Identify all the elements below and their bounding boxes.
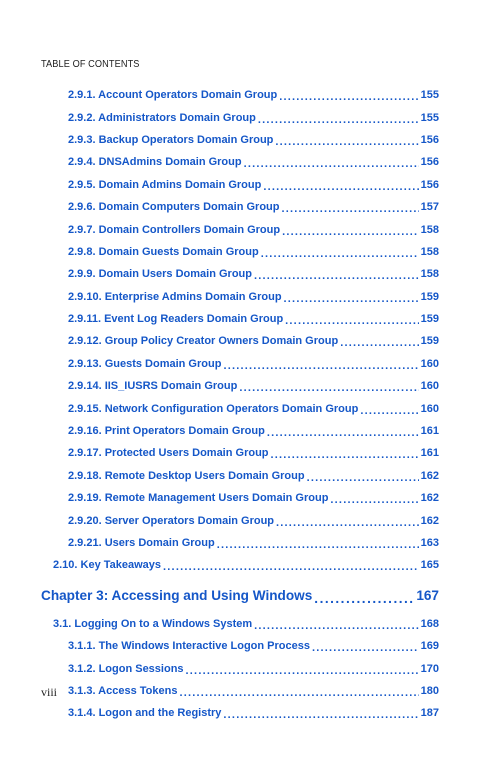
dot-leader: [239, 382, 418, 394]
toc-entry-title: 3.1.3. Access Tokens: [68, 684, 178, 697]
dot-leader: [360, 405, 418, 417]
toc-entry-title: 2.9.1. Account Operators Domain Group: [68, 89, 278, 102]
toc-entry-page: 160: [420, 402, 439, 415]
toc-entry-page: 157: [420, 201, 439, 214]
toc-entry-page: 160: [420, 357, 439, 370]
toc-entry-title: 2.9.13. Guests Domain Group: [68, 357, 222, 370]
toc-entry-page: 155: [420, 111, 439, 124]
toc-entry-page: 158: [420, 223, 439, 236]
dot-leader: [312, 642, 419, 654]
dot-leader: [284, 293, 419, 305]
toc-entry-page: 158: [420, 245, 439, 258]
dot-leader: [217, 539, 419, 551]
toc-entry-page: 156: [420, 133, 439, 146]
toc-entry-title: 2.9.3. Backup Operators Domain Group: [68, 133, 274, 146]
dot-leader: [163, 561, 419, 573]
toc-entry-page: 167: [416, 588, 439, 604]
toc-entry-page: 161: [420, 447, 439, 460]
toc-entry[interactable]: [0, 487, 500, 509]
toc-entry[interactable]: [0, 635, 500, 657]
toc-entry[interactable]: [0, 375, 500, 397]
toc-entry-title: 2.9.14. IIS_IUSRS Domain Group: [68, 380, 238, 393]
toc-entry[interactable]: [0, 106, 500, 128]
toc-entry-title: 2.9.6. Domain Computers Domain Group: [68, 201, 280, 214]
toc-entry[interactable]: [0, 84, 500, 106]
toc-entry-page: 169: [420, 640, 439, 653]
toc-entry[interactable]: [0, 151, 500, 173]
dot-leader: [263, 181, 418, 193]
toc-entry-title: 2.9.11. Event Log Readers Domain Group: [68, 313, 284, 326]
dot-leader: [267, 427, 419, 439]
toc-entry[interactable]: [0, 397, 500, 419]
toc-entry-title: 3.1.4. Logon and the Registry: [68, 707, 222, 720]
toc-entry-page: 162: [420, 492, 439, 505]
toc-entry[interactable]: [0, 465, 500, 487]
dot-leader: [279, 91, 418, 103]
toc-entry[interactable]: [0, 532, 500, 554]
dot-leader: [254, 270, 419, 282]
toc-entry-page: 170: [420, 662, 439, 675]
toc-entry-page: 159: [420, 290, 439, 303]
toc-entry-page: 165: [420, 559, 439, 572]
toc-entry-title: 2.9.2. Administrators Domain Group: [68, 111, 256, 124]
dot-leader: [223, 709, 418, 721]
toc-chapter-entry[interactable]: [0, 583, 500, 609]
toc-entry[interactable]: [0, 442, 500, 464]
dot-leader: [276, 517, 419, 529]
dot-leader: [330, 494, 418, 506]
toc-entry-title: 2.9.4. DNSAdmins Domain Group: [68, 156, 242, 169]
toc-entry[interactable]: [0, 241, 500, 263]
dot-leader: [186, 665, 419, 677]
dot-leader: [244, 158, 419, 170]
dot-leader: [223, 360, 418, 372]
toc-entry-title: 2.9.17. Protected Users Domain Group: [68, 447, 269, 460]
toc-entry-page: 160: [420, 380, 439, 393]
dot-leader: [179, 687, 418, 699]
toc-entry-page: 156: [420, 178, 439, 191]
toc-entry-page: 159: [420, 313, 439, 326]
toc-entry-title: Chapter 3: Accessing and Using Windows: [41, 588, 313, 604]
toc-entry-page: 159: [420, 335, 439, 348]
toc-entry-page: 180: [420, 684, 439, 697]
dot-leader: [261, 248, 419, 260]
toc-entry-page: 156: [420, 156, 439, 169]
page-number: viii: [41, 685, 58, 699]
toc-entry-page: 162: [420, 469, 439, 482]
dot-leader: [258, 114, 419, 126]
toc-entry-title: 2.9.15. Network Configuration Operators Domain Group: [68, 402, 359, 415]
table-of-contents: [0, 84, 500, 725]
toc-entry[interactable]: [0, 702, 500, 724]
dot-leader: [340, 337, 418, 349]
toc-entry[interactable]: [0, 218, 500, 240]
toc-entry[interactable]: [0, 308, 500, 330]
toc-entry-page: 168: [420, 617, 439, 630]
toc-entry[interactable]: [0, 196, 500, 218]
toc-entry[interactable]: [0, 174, 500, 196]
toc-entry-title: 2.9.12. Group Policy Creator Owners Domain Group: [68, 335, 339, 348]
toc-entry-page: 155: [420, 89, 439, 102]
toc-entry[interactable]: [0, 509, 500, 531]
toc-entry-title: 3.1.1. The Windows Interactive Logon Process: [68, 640, 310, 653]
dot-leader: [314, 593, 414, 605]
dot-leader: [254, 620, 419, 632]
toc-entry[interactable]: [0, 263, 500, 285]
toc-entry[interactable]: [0, 613, 500, 635]
toc-entry-title: 2.9.8. Domain Guests Domain Group: [68, 245, 259, 258]
toc-entry-title: 2.9.10. Enterprise Admins Domain Group: [68, 290, 282, 303]
toc-entry[interactable]: [0, 129, 500, 151]
dot-leader: [285, 315, 418, 327]
toc-entry[interactable]: [0, 330, 500, 352]
running-header: TABLE OF CONTENTS: [41, 59, 140, 70]
toc-entry[interactable]: [0, 554, 500, 576]
toc-entry-title: 2.9.7. Domain Controllers Domain Group: [68, 223, 281, 236]
toc-entry[interactable]: [0, 420, 500, 442]
toc-entry-page: 162: [420, 514, 439, 527]
dot-leader: [275, 136, 418, 148]
dot-leader: [307, 472, 419, 484]
toc-entry-title: 2.9.5. Domain Admins Domain Group: [68, 178, 262, 191]
toc-entry-title: 2.9.18. Remote Desktop Users Domain Group: [68, 469, 305, 482]
toc-entry-title: 2.10. Key Takeaways: [53, 559, 162, 572]
toc-entry-title: 2.9.19. Remote Management Users Domain Group: [68, 492, 329, 505]
dot-leader: [271, 449, 419, 461]
toc-entry-title: 2.9.16. Print Operators Domain Group: [68, 425, 265, 438]
toc-entry-title: 3.1. Logging On to a Windows System: [53, 617, 253, 630]
toc-entry-page: 158: [420, 268, 439, 281]
toc-entry-page: 161: [420, 425, 439, 438]
toc-entry[interactable]: [0, 286, 500, 308]
toc-entry-title: 2.9.9. Domain Users Domain Group: [68, 268, 252, 281]
toc-entry-title: 2.9.21. Users Domain Group: [68, 537, 215, 549]
toc-entry-page: 187: [420, 707, 439, 720]
dot-leader: [282, 226, 419, 238]
toc-entry-title: 2.9.20. Server Operators Domain Group: [68, 514, 275, 527]
toc-entry-page: 163: [420, 537, 439, 549]
toc-entry[interactable]: [0, 657, 500, 679]
toc-entry[interactable]: [0, 680, 500, 702]
toc-entry[interactable]: [0, 353, 500, 375]
dot-leader: [281, 203, 418, 215]
toc-entry-title: 3.1.2. Logon Sessions: [68, 662, 184, 675]
